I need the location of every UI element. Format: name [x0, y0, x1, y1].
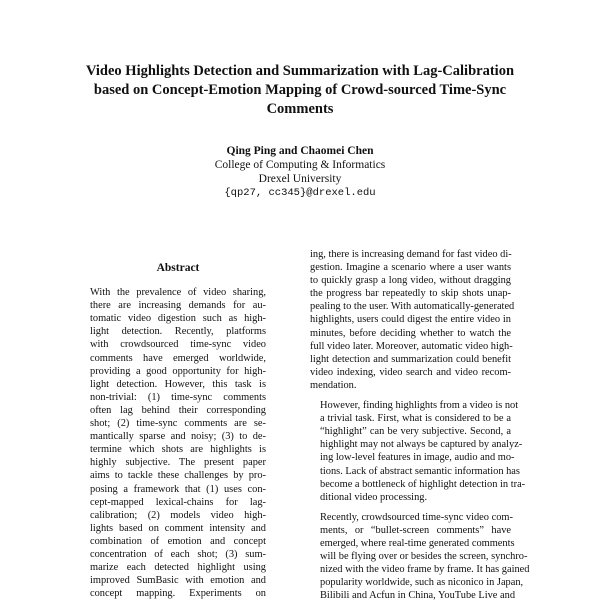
body-line: “highlight” can be very subjective. Second, a	[320, 426, 511, 438]
author-block	[150, 144, 450, 200]
body-line: light detection and summarization could benefit	[310, 353, 511, 365]
abstract-line: providing a good opportunity for high-	[90, 365, 266, 377]
body-paragraph	[310, 399, 526, 504]
body-line: Bilibili and Acfun in China, YouTube Live and	[320, 590, 516, 602]
body-line: minutes, before deciding whether to watch the	[310, 327, 511, 339]
abstract-body	[90, 286, 266, 600]
body-line: will be flying over or besides the screen, synchro-	[320, 551, 528, 563]
title-line: Video Highlights Detection and Summarization with Lag-Calibration	[85, 63, 515, 79]
abstract-line: lights based on comment intensity and	[90, 522, 266, 534]
body-line: mendation.	[310, 379, 357, 391]
abstract-line: there are increasing demands for au-	[90, 300, 266, 312]
body-line: tions. Lack of abstract semantic information has	[320, 465, 520, 477]
abstract-line: light detection. However, this task is	[90, 378, 266, 390]
title-line: Comments	[266, 101, 334, 117]
affiliation: College of Computing & Informatics	[214, 159, 386, 171]
abstract-line: tomatic video digestion such as high-	[90, 313, 266, 325]
body-paragraph	[310, 511, 530, 603]
abstract-line: marize each detected highlight using	[90, 562, 266, 574]
body-line: full video later. Moreover, automatic video high-	[310, 340, 513, 352]
abstract-line: concentration of each shot; (3) sum-	[90, 548, 266, 560]
left-column	[90, 262, 266, 600]
abstract-line: concept mapping. Experiments on	[90, 588, 266, 600]
body-line: nized with the video frame by frame. It has gained	[320, 564, 530, 576]
abstract-line: With the prevalence of video sharing,	[90, 287, 266, 299]
body-line: to quickly grasp a long video, without dragging	[310, 275, 511, 287]
abstract-line: mantically sparse and noisy; (3) to de-	[90, 431, 266, 443]
abstract-line: combination of emotion and concept	[90, 535, 266, 547]
abstract-heading: Abstract	[156, 262, 200, 274]
body-line: However, finding highlights from a video is not	[320, 400, 519, 412]
abstract-line: light detection. Recently, platforms	[90, 326, 266, 338]
body-line: gestion. Imagine a scenario where a user wants	[310, 262, 511, 274]
body-line: the progress bar repeatedly to skip shots unap-	[310, 288, 511, 300]
body-line: highlights, users could digest the entire video in	[310, 314, 511, 326]
body-line: ing, there is increasing demand for fast video di-	[310, 249, 512, 260]
right-column	[310, 248, 530, 609]
author-email: {qp27, cc345}@drexel.edu	[224, 187, 376, 199]
body-line: ing low-level features in image, audio and mo-	[320, 452, 515, 464]
abstract-line: aims to tackle these challenges by pro-	[90, 470, 266, 482]
body-line: Recently, crowdsourced time-sync video com-	[320, 511, 513, 523]
title-line: based on Concept-Emotion Mapping of Crowd-sourced Time-Sync	[93, 82, 507, 98]
abstract-line: highly subjective. The present paper	[90, 457, 266, 469]
abstract-line: improved SumBasic with emotion and	[90, 575, 266, 587]
body-line: ments, or “bullet-screen comments” have	[320, 524, 511, 536]
body-line: highlight may not always be captured by analyz-	[320, 439, 523, 451]
abstract-line: non-trivial: (1) time-sync comments	[90, 391, 266, 403]
body-paragraph	[310, 248, 515, 392]
author-names: Qing Ping and Chaomei Chen	[226, 145, 374, 157]
abstract-line: shot; (2) time-sync comments are se-	[90, 418, 266, 430]
abstract-line: with crowdsourced time-sync video	[90, 339, 266, 351]
abstract-line: often lag behind their corresponding	[90, 404, 266, 416]
abstract-line: comments have emerged worldwide,	[90, 352, 266, 364]
body-line: pealing to the user. With automatically-generated	[310, 301, 515, 313]
body-line: popularity worldwide, such as niconico in Japan,	[320, 577, 524, 589]
body-line: emerged, where real-time generated comments	[320, 537, 515, 549]
university: Drexel University	[258, 173, 342, 185]
abstract-line: cept-mapped lexical-chains for lag-	[90, 496, 266, 508]
body-line: ditional video processing.	[320, 491, 428, 503]
body-line: become a bottleneck of highlight detection in tra-	[320, 478, 526, 490]
paper-title	[60, 62, 540, 119]
body-line: a trivial task. First, what is considered to be a	[320, 413, 511, 425]
abstract-line: posing a framework that (1) uses con-	[90, 483, 266, 495]
abstract-line: calibration; (2) models video high-	[90, 509, 266, 521]
abstract-line: termine which shots are highlights is	[90, 444, 266, 456]
body-line: video indexing, video search and video recom-	[310, 366, 511, 378]
